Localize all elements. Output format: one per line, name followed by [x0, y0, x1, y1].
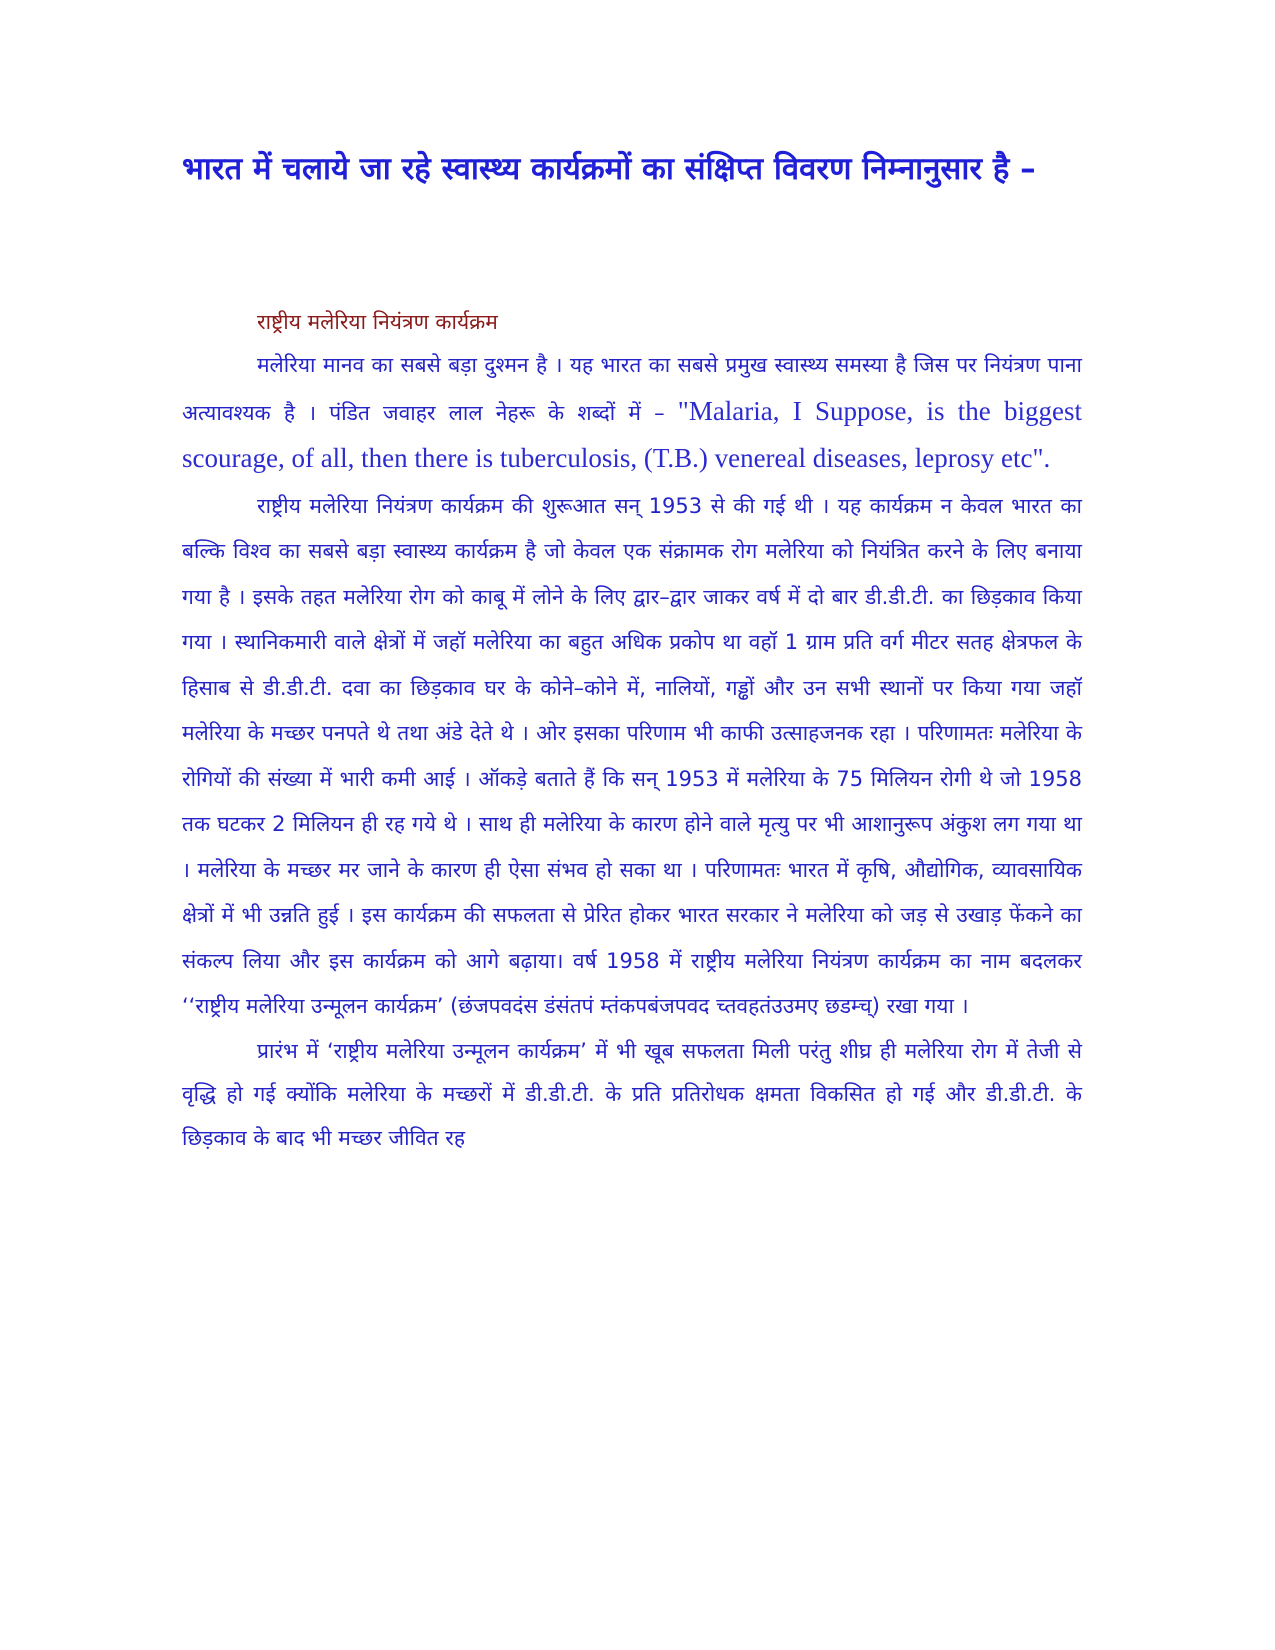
section-title: राष्ट्रीय मलेरिया नियंत्रण कार्यक्रम — [257, 310, 498, 334]
page-heading: भारत में चलाये जा रहे स्वास्थ्य कार्यक्रमों का संक्षिप्त विवरण निम्नानुसार है – — [182, 151, 1036, 187]
quote-dash: – — [654, 400, 665, 425]
intro-paragraph — [182, 343, 1082, 484]
resistance-paragraph: प्रारंभ में ‘राष्ट्रीय मलेरिया उन्मूलन कार्यक्रम’ में भी खूब सफलता मिली परंतु शीघ्र ही मलेरिया रोग में तेजी से वृद्धि हो गई क्योंकि मलेरिया के मच्छरों में डी.डी.टी. के प्रति प्रतिरोधक क्षमता विकसित हो गई और डी.डी.टी. के छिड़काव के बाद भी मच्छर जीवित रह — [182, 1038, 1082, 1150]
document-body — [182, 303, 1082, 1160]
history-paragraph: राष्ट्रीय मलेरिया नियंत्रण कार्यक्रम की शुरूआत सन् 1953 से की गई थी । यह कार्यक्रम न केवल भारत का बल्कि विश्व का सबसे बड़ा स्वास्थ्य कार्यक्रम है जो केवल एक संक्रामक रोग मलेरिया को नियंत्रित करने के लिए बनाया गया है । इसके तहत मलेरिया रोग को काबू में लोने के लिए द्वार–द्वार जाकर वर्ष में दो बार डी.डी.टी. का छिड़काव किया गया । स्थानिकमारी वाले क्षेत्रों में जहॉ मलेरिया का बहुत अधिक प्रकोप था वहॉ 1 ग्राम प्रति वर्ग मीटर सतह क्षेत्रफल के हिसाब से डी.डी.टी. दवा का छिड़काव घर के कोने–कोने में, नालियों, गड्ढों और उन सभी स्थानों पर किया गया जहॉ मलेरिया के मच्छर पनपते थे तथा अंडे देते थे । ओर इसका परिणाम भी काफी उत्साहजनक रहा । परिणामतः मलेरिया के रोगियों की संख्या में भारी कमी आई । ऑकड़े बताते हैं कि सन् 1953 में मलेरिया के 75 मिलियन रोगी थे जो 1958 तक घटकर 2 मिलियन ही रह गये थे । साथ ही मलेरिया के कारण होने वाले मृत्यु पर भी आशानुरूप अंकुश लग गया था । मलेरिया के मच्छर मर जाने के कारण ही ऐसा संभव हो सका था । परिणामतः भारत में कृषि, औद्योगिक, व्यावसायिक क्षेत्रों में भी उन्नति हुई । इस कार्यक्रम की सफलता से प्रेरित होकर भारत सरकार ने मलेरिया को जड़ से उखाड़ फेंकने का संकल्प लिया और इस कार्यक्रम को आगे बढ़ाया। वर्ष 1958 में राष्ट्रीय मलेरिया नियंत्रण कार्यक्रम का नाम बदलकर ‘‘राष्ट्रीय मलेरिया उन्मूलन कार्यक्रम’ (छंजपवदंस डंसंतपं म्तंकपबंजपवद च्तवहतंउउमए छडम्च्) रखा गया । — [182, 493, 1082, 1018]
intro-hindi-text: मलेरिया मानव का सबसे बड़ा दुश्मन है । यह भारत का सबसे प्रमुख स्वास्थ्य समस्या है जिस पर नियंत्रण पाना अत्यावश्यक है । पंडित जवाहर लाल नेहरू के शब्दों में — [182, 353, 1082, 425]
nehru-quote: "Malaria, I Suppose, is the biggest scourage, of all, then there is tuberculosis, (T.B.) venereal diseases, leprosy etc". — [182, 395, 1082, 473]
